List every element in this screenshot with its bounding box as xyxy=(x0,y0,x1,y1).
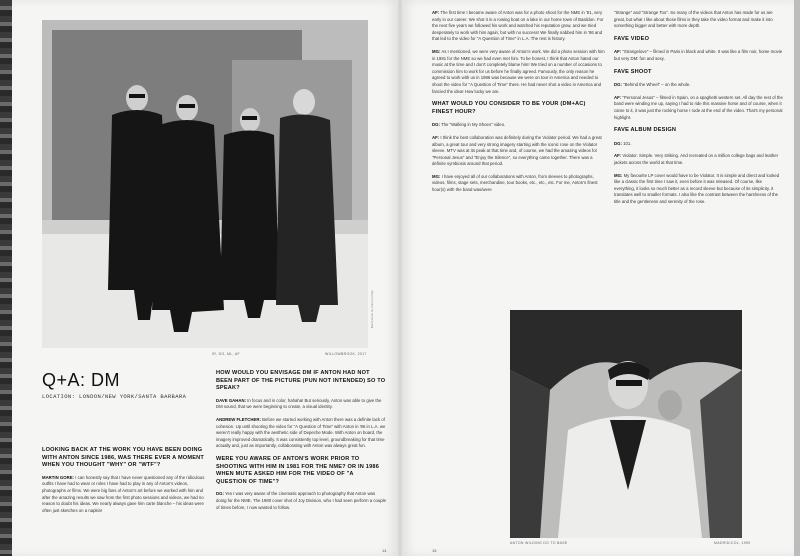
photo-caption-left: IR, DG, ML, AF xyxy=(212,352,240,356)
question-heading: HOW WOULD YOU ENVISAGE DM IF ANTON HAD NOT BEEN PART OF THE PICTURE (PUN NOT INTENDED) SO TO SPEAK? xyxy=(216,370,386,392)
left-column-1 xyxy=(42,447,212,514)
answer-paragraph xyxy=(216,491,386,511)
speaker-label: MARTIN GORE: xyxy=(42,474,74,480)
answer-paragraph xyxy=(432,122,606,129)
answer-paragraph xyxy=(614,141,784,148)
band-photo xyxy=(42,20,368,348)
speaker-label: MG: xyxy=(614,172,623,178)
answer-text: As I mentioned, we were very aware of Anton's work. We did a photo session with him in 1981 for the NME so we had even met him. To be honest, I think that Anton hated our music at the time and I don't completely blame him! We tried on a number of occasions to commission him to work for us before he finally agreed. Famously, the only reason he agreed to work with us in 1986 was because we were on tour in America and needed to shoot the video for "A Question of Time" there. He had never shot a video in America and fancied the idea! How lucky we are. xyxy=(432,48,605,94)
speaker-label: DG: xyxy=(432,122,440,128)
speaker-label: AF: xyxy=(614,153,622,159)
question-heading: WERE YOU AWARE OF ANTON'S WORK PRIOR TO SHOOTING WITH HIM IN 1981 FOR THE NME? OR IN 1986 WHEN MUTE ASKED HIM FOR THE VIDEO OF "A QUESTION OF TIME"? xyxy=(216,455,380,485)
speaker-label: ANDREW FLETCHER: xyxy=(216,416,261,422)
answer-paragraph xyxy=(42,475,212,515)
answer-paragraph xyxy=(614,82,784,89)
page-stack-edge xyxy=(0,0,12,556)
question-heading: WHAT WOULD YOU CONSIDER TO BE YOUR (DM+AC) FINEST HOUR? xyxy=(432,101,586,115)
answer-paragraph xyxy=(216,398,386,411)
answer-paragraph xyxy=(216,417,386,450)
question-heading: LOOKING BACK AT THE WORK YOU HAVE BEEN DOING WITH ANTON SINCE 1986, WAS THERE EVER A MOMENT WHEN YOU THOUGHT "WHY" OR "WTF"? xyxy=(42,447,205,469)
answer-paragraph: "Strange" and "Strange Too". So many of the videos that Anton has made for us are great, but what I like about those films is they take the video format and make it into something bigger and better with more depth. xyxy=(614,10,773,29)
portrait-photo xyxy=(510,310,742,538)
band-photo-illustration xyxy=(42,20,368,348)
photo-caption-left: ANTON WILDING DG TO BASE xyxy=(510,541,568,545)
section-heading: FAVE ALBUM DESIGN xyxy=(614,127,677,134)
section-heading: FAVE SHOOT xyxy=(614,68,652,75)
speaker-label: DAVE GAHAN: xyxy=(216,397,246,403)
right-page xyxy=(402,0,794,556)
page-number: 14 xyxy=(382,548,387,553)
answer-text: The first time I became aware of Anton was for a photo shoot for the NME in '81, very early in our career. We shot it in a rowing boat on a lake in our home town of Basildon. For the next five years we followed his work and watched his reputation grow, and we tried desperately to work with him again, but with no success! We finally nabbed him in '86 and that led to the video for "A Question of Time" in L.A. The rest is history. xyxy=(432,10,604,42)
photo-caption-right: WILLOWBROOK, 2017 xyxy=(325,352,367,356)
left-column-2 xyxy=(216,370,386,517)
answer-text: I have enjoyed all of our collaborations with Anton, from sleeves to photographs, videos, films, stage sets, merchandise, tour books, etc., etc., etc. For me, Anton's finest hour(s) with the band was/were xyxy=(432,173,598,193)
right-column-2 xyxy=(614,10,784,211)
answer-text: I think the best collaboration was definitely during the Violator period. We had a great album, a great tour and very strong imagery starting with the iconic rose on the Violator sleeve. MTV was at its peak at that time and, of course, we had the amazing videos for "Personal Jesus" and "Enjoy the Silence", so everything came together. There was a definite symbiosis around that period. xyxy=(432,134,602,167)
answer-paragraph xyxy=(432,135,606,168)
location-line: LOCATION: LONDON/NEW YORK/SANTA BARBARA xyxy=(42,393,187,400)
right-column-1 xyxy=(432,10,606,200)
answer-text: "Strangelove" – filmed in Paris in black and white. It was like a film noir, home movie but very DM: fun and sexy. xyxy=(614,49,783,61)
photo-caption-right: MADRID/COL, 1990 xyxy=(714,541,751,545)
speaker-label: DG: xyxy=(614,82,622,88)
answer-paragraph xyxy=(614,49,784,62)
portrait-photo-illustration xyxy=(510,310,742,538)
page-number: 15 xyxy=(432,548,437,553)
speaker-label: DG: xyxy=(614,140,622,146)
answer-text: Yes I was very aware of the cinematic approach to photography that Anton was doing for the NME. The 1980 cover shot of Joy Division, who I had seen perform a couple of times before, I now wanted to follow. xyxy=(216,491,386,510)
answer-text: The "Walking in My Shoes" video. xyxy=(441,122,506,128)
answer-text: In focus and in color, hahaha! But seriously, Anton was able to give the DM sound, that we were beginning to create, a visual identity. xyxy=(216,397,382,410)
section-heading: FAVE VIDEO xyxy=(614,35,650,42)
answer-text: 101. xyxy=(623,140,632,146)
answer-paragraph xyxy=(614,95,784,121)
answer-paragraph xyxy=(432,49,606,95)
answer-paragraph xyxy=(432,174,606,194)
speaker-label: AF: xyxy=(614,94,622,100)
speaker-label: AF: xyxy=(432,134,440,140)
answer-paragraph xyxy=(614,173,784,206)
speaker-label: DG: xyxy=(216,491,224,497)
answer-text: I can honestly say that I have never questioned any of the ridiculous outfits I have had to wear or roles I have had to play in any of Anton's videos, photographs or films. We were big fans of Anton's art before we worked with him and after the amazing results we saw from the first photo sessions and videos, we had no reason to doubt his ideas. We nearly always gave him carte blanche – his ideas were often just sketches on a napkin! xyxy=(42,474,205,513)
photo-credit: Band photo by Anton Corbijn xyxy=(370,290,374,329)
answer-paragraph xyxy=(432,10,606,43)
answer-text: "Behind the Wheel" – on the whole. xyxy=(623,82,691,88)
answer-text: Before we started working with Anton there was a definite lack of cohesion. Up until shooting the video for "A Question of Time" with Anton in '86 in L.A. we weren't really happy with the aesthetic side of Depeche Mode. With Anton on board, the imagery improved dramatically. It was consistently top level, groundbreaking for that time actually and, just as importantly, collaborating with Anton was always great fun. xyxy=(216,416,386,449)
answer-paragraph xyxy=(614,153,784,166)
article-title: Q+A: DM xyxy=(42,370,121,390)
speaker-label: MG: xyxy=(432,48,441,54)
speaker-label: MG: xyxy=(432,173,441,179)
speaker-label: AF: xyxy=(614,49,622,55)
answer-text: My favourite LP cover would have to be Violator. It is simple and direct and looked like a classic the first time I saw it, even before it was released. Of course, like everything, it looks so much better as a record sleeve but because of its simplicity, it translates well to smaller formats. I also like the contrast between the harshness of the title and the gentleness and serenity of the rose. xyxy=(614,172,780,204)
left-page xyxy=(12,0,398,556)
answer-text: "Personal Jesus" – filmed in Spain, on a spaghetti western set. All day the rest of the band were winding me up, saying I had to ride this massive horse and of course, when it came to it, it was just the rocking horse I rode at the end of the video. That's my personal highlight. xyxy=(614,94,783,120)
speaker-label: AF: xyxy=(432,10,440,15)
answer-text: Violator. Simple. Very striking. And recreated on a million college bags and leather jackets across the world at that time. xyxy=(614,153,779,165)
page-edge-right xyxy=(794,0,800,556)
